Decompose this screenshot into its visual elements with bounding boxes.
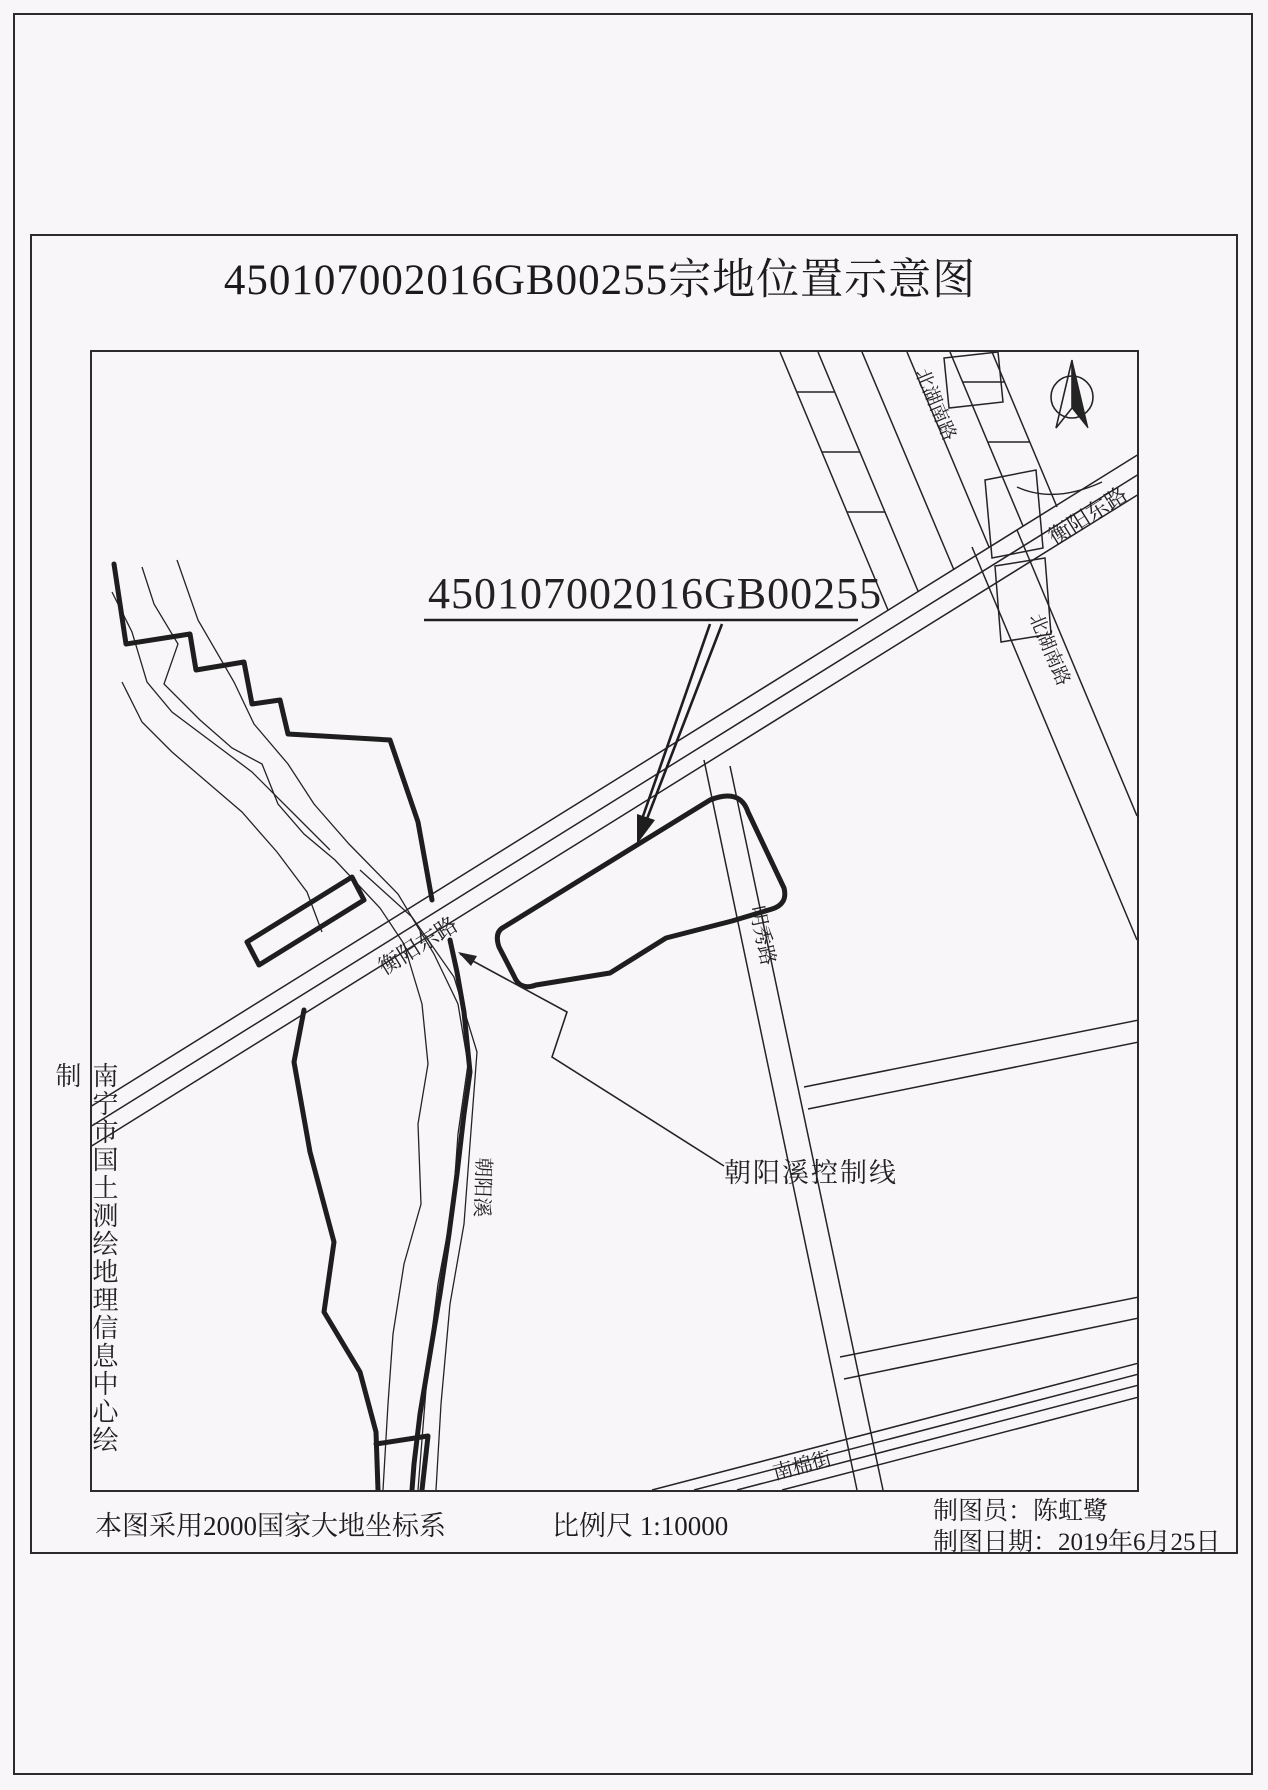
annotation-leader xyxy=(458,952,724,1166)
cross-streets xyxy=(804,1020,1137,1379)
stream-label: 朝阳溪 xyxy=(469,1156,495,1218)
north-arrow-icon xyxy=(1051,360,1093,428)
parcel-id-label: 450107002016GB00255 xyxy=(428,569,883,618)
road-label-nanmian: 南棉街 xyxy=(770,1447,835,1485)
beihu-road-group xyxy=(780,352,1137,940)
road-mingxiu xyxy=(704,760,883,1490)
stream-lines xyxy=(112,560,477,1490)
road-label-hengyang-east-left: 衡阳东路 xyxy=(374,911,462,980)
road-label-beihu-south-upper: 北湖南路 xyxy=(910,365,960,444)
agency-side-note: 南宁市国土测绘地理信息中心绘制 xyxy=(52,1062,118,1454)
road-label-hengyang-east-right: 衡阳东路 xyxy=(1044,481,1132,550)
annotation-label: 朝阳溪控制线 xyxy=(724,1158,898,1188)
stream-control-line xyxy=(114,564,470,1490)
road-label-mingxiu: 明秀路 xyxy=(744,904,779,968)
parcel-location-map xyxy=(92,352,1137,1490)
parcel-leader-arrow xyxy=(637,624,722,844)
page-title: 450107002016GB00255宗地位置示意图 xyxy=(223,257,977,304)
road-nanmian xyxy=(652,1363,1137,1490)
footer-datum: 本图采用2000国家大地坐标系 xyxy=(95,1511,446,1541)
footer-drafter: 制图员：陈虹鹭 xyxy=(933,1498,1109,1525)
road-label-beihu-south-lower: 北湖南路 xyxy=(1024,610,1074,689)
footer-date: 制图日期：2019年6月25日 xyxy=(933,1529,1221,1556)
footer-scale: 比例尺 1:10000 xyxy=(552,1511,729,1541)
footer-credit xyxy=(933,1496,1221,1558)
map-canvas xyxy=(90,350,1139,1492)
road-hengyang-east xyxy=(92,454,1137,1147)
